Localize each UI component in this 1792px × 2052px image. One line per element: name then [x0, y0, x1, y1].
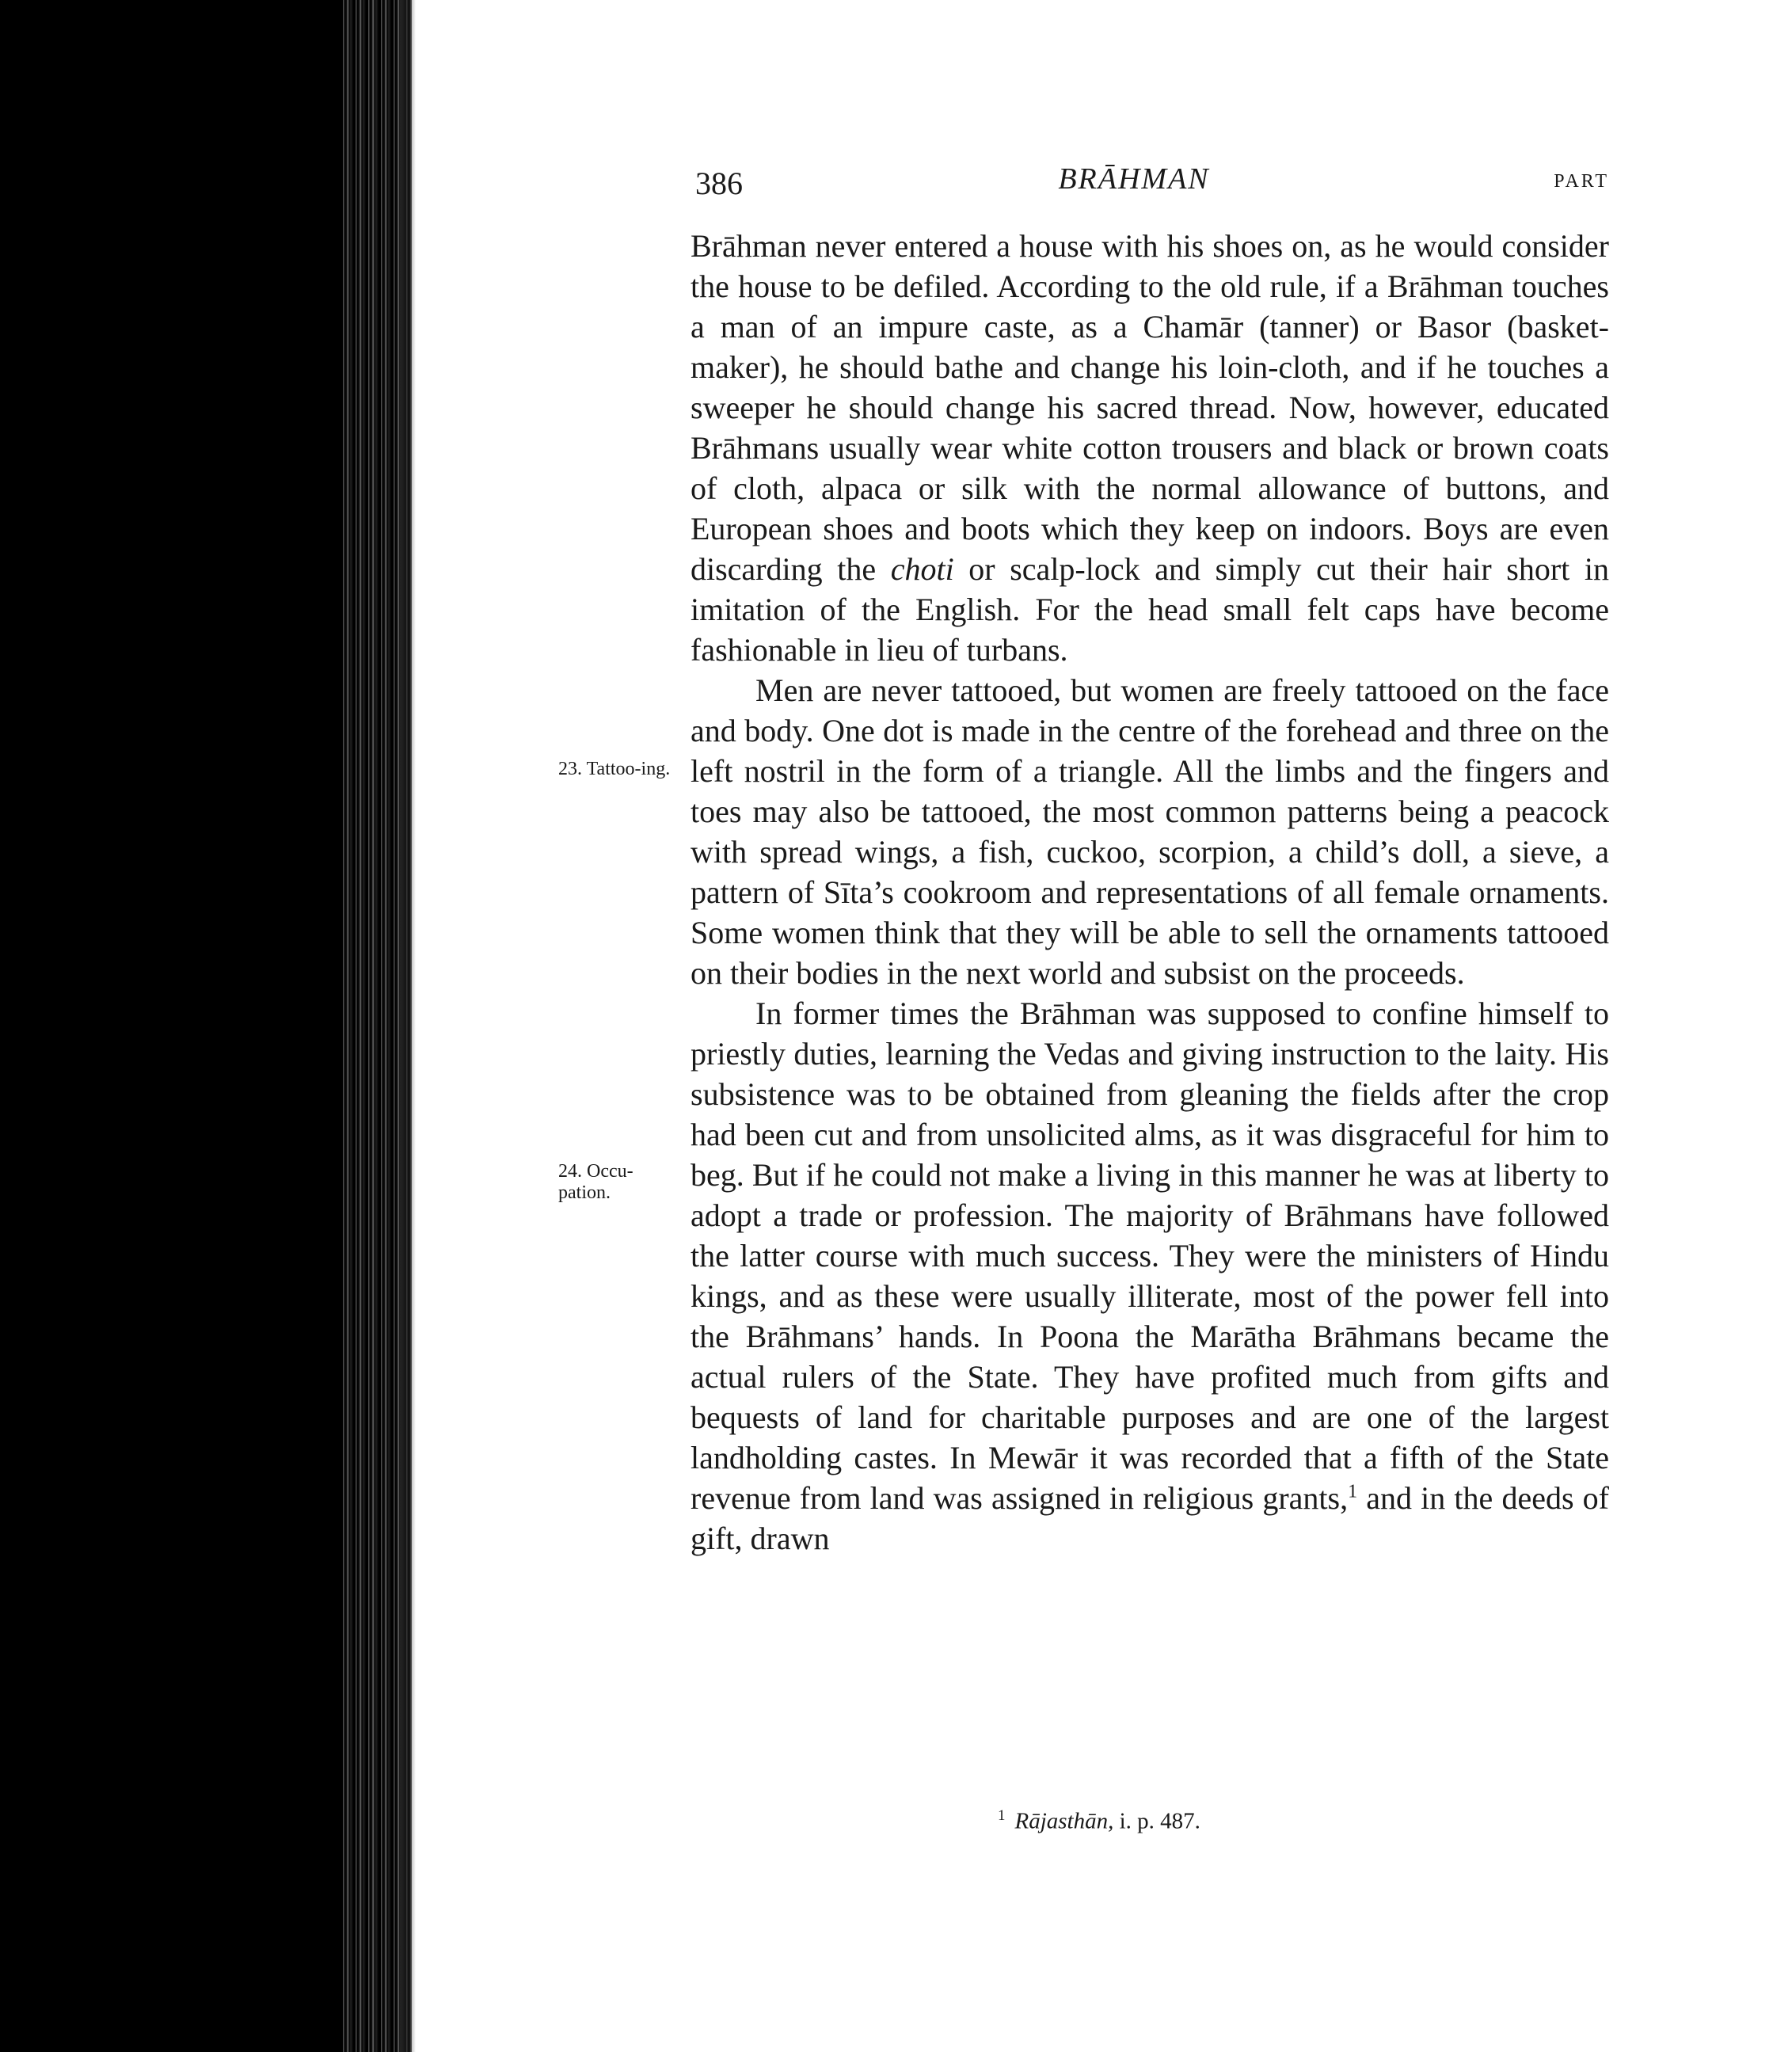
footnote-citation: i. p. 487.	[1113, 1808, 1200, 1834]
italic-term: choti	[890, 551, 954, 587]
paragraph-text: or scalp-lock and simply cut their hair short in imitation of the English. For the head small felt caps have become fashionable in lieu of turbans.	[691, 551, 1609, 668]
paragraph-tattooing: Men are never tattooed, but women are freely tattooed on the face and body. One dot is made in the centre of the forehead and three on the left nostril in the form of a triangle. All the limbs and the fingers and toes may also be tattooed, the most common patterns being a peacock with spread wings, a fish, cuckoo, scorpion, a child’s doll, a sieve, a pattern of Sīta’s cookroom and representations of all female ornaments. Some women think that they will be able to sell the ornaments tattooed on their bodies in the next world and subsist on the proceeds.	[691, 672, 1609, 991]
paragraph-text: In former times the Brāhman was supposed to confine himself to priestly duties, learning the Vedas and giving instruction to the laity. His subsistence was to be obtained from gleaning the fields after the crop had been cut and from unsolicited alms, as it was disgraceful for him to beg. But if he could not make a living in this manner he was at liberty to adopt a trade or profession. The majority of Brāhmans have followed the latter course with much success. They were the ministers of Hindu kings, and as these were usually illiterate, most of the power fell into the Brāhmans’ hands. In Poona the Marātha Brāhmans became the actual rulers of the State. They have profited much from gifts and bequests of land for charitable purposes and are one of the largest landholding castes. In Mewār it was recorded that a fifth of the State revenue from land was assigned in religious grants,	[691, 996, 1609, 1516]
page-header	[691, 158, 1609, 206]
binding-shadow	[400, 0, 416, 2052]
binding-edge	[0, 0, 372, 2052]
paragraph-text: Brāhman never entered a house with his shoes on, as he would consider the house to be defiled. According to the old rule, if a Brāhman touches a man of an impure caste, as a Chamār (tanner) or Basor (basket-maker), he should bathe and change his loin-cloth, and if he touches a sweeper he should change his sacred thread. Now, however, educated Brāhmans usually wear white cotton trousers and black or brown coats of cloth, alpaca or silk with the normal allowance of buttons, and European shoes and boots which they keep on indoors. Boys are even discarding the	[691, 228, 1609, 587]
part-label: PART	[1554, 171, 1609, 192]
side-note-tattooing: 23. Tattoo-ing.	[558, 759, 671, 779]
paragraph-occupation	[691, 993, 1609, 1559]
paragraph-text: and in the deeds of gift, drawn	[691, 1480, 1609, 1556]
body-text	[691, 226, 1609, 1559]
footnote	[998, 1807, 1200, 1835]
side-note-occupation: 24. Occu-pation.	[558, 1161, 633, 1203]
footnote-marker: 1	[998, 1807, 1006, 1824]
page-number: 386	[695, 166, 743, 201]
footnote-reference: 1	[1348, 1481, 1358, 1502]
paragraph-dress	[691, 226, 1609, 670]
footnote-source-title: Rājasthān,	[1014, 1808, 1114, 1834]
running-title: BRĀHMAN	[1058, 162, 1210, 196]
